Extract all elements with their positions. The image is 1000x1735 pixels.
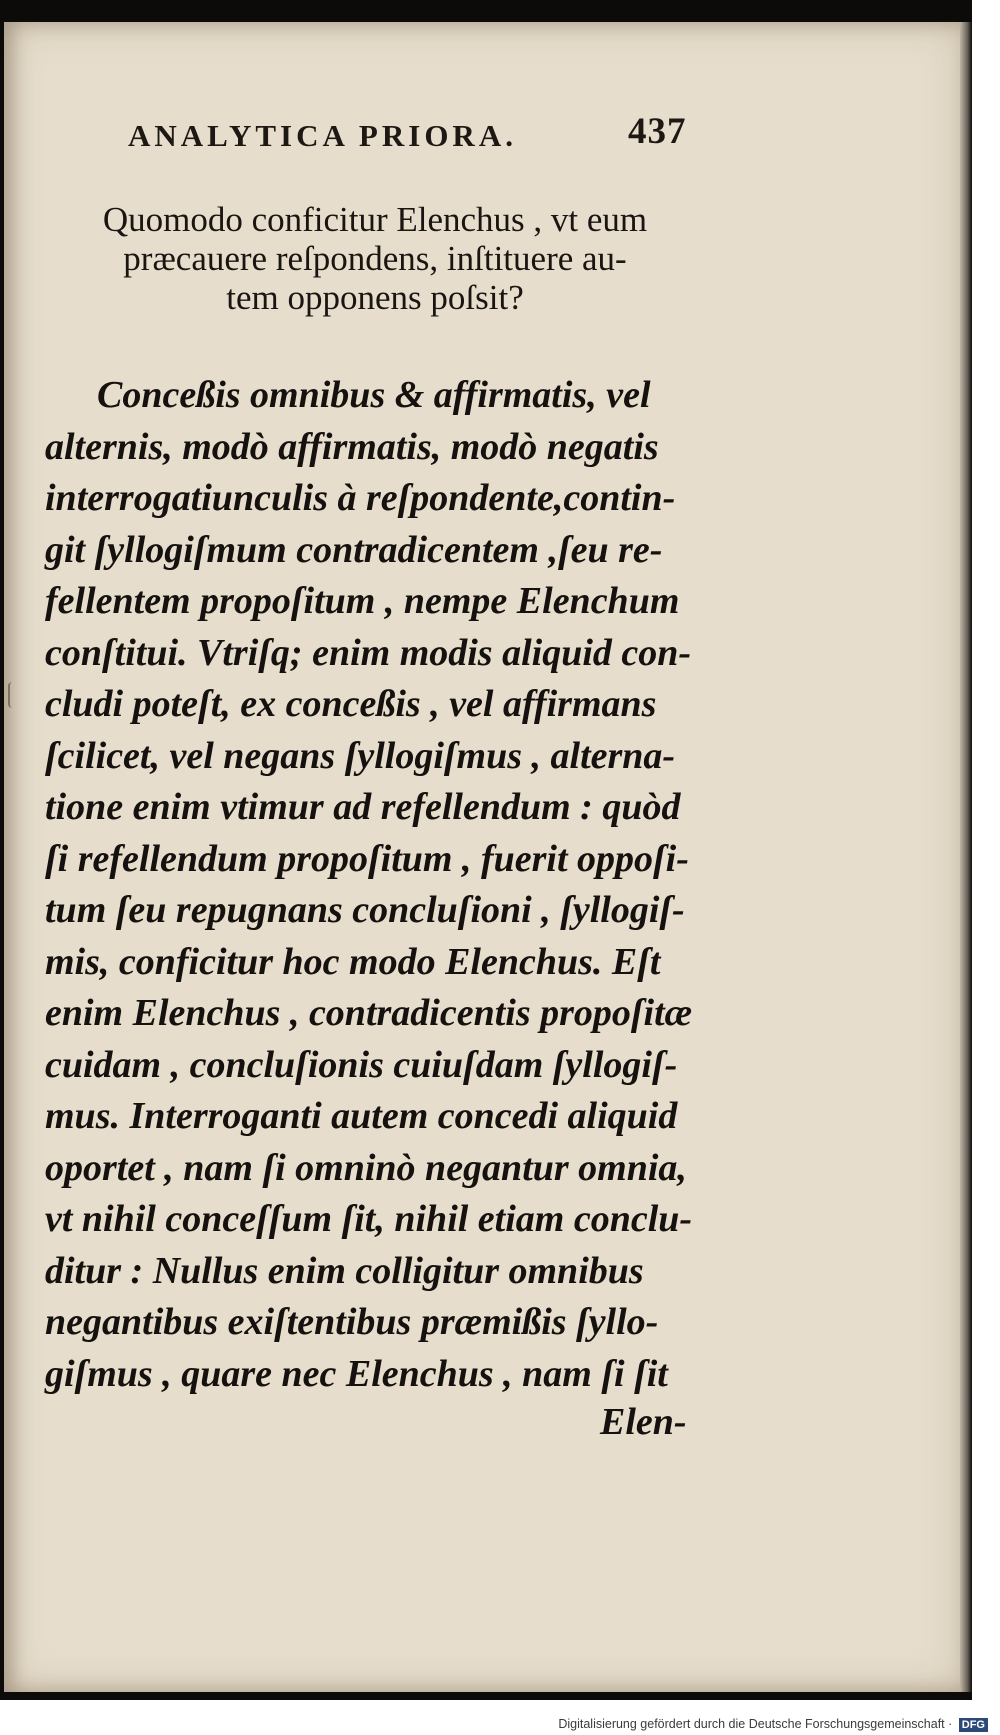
page-edge [960,22,972,1692]
body-line: enim Elenchus , contradicentis propoſitæ [45,992,693,1034]
body-line: git ſyllogiſmum contradicentem ,ſeu re- [45,528,663,571]
catchword: Elen- [600,1401,687,1443]
body-line: interrogatiunculis à reſpondente,contin- [45,477,676,519]
body-line: tione enim vtimur ad refellendum : quòd [45,786,681,828]
heading-line: Quomodo conficitur Elenchus , vt eum [102,200,648,239]
body-line: negantibus exiſtentibus præmißis ſyllo- [45,1301,659,1343]
body-line: giſmus , quare nec Elenchus , nam ſi ſit [45,1352,668,1395]
body-line: vt nihil conceſſum ſit, nihil etiam conclu- [45,1198,693,1240]
body-text [45,370,705,1400]
body-line: ditur : Nullus enim colligitur omnibus [45,1249,644,1292]
body-line: ſi refellendum propoſitum , fuerit oppoſi- [45,837,689,880]
footer-text: Digitalisierung gefördert durch die Deutsche Forschungsgemeinschaft · [558,1717,953,1731]
page-number: 437 [628,111,687,152]
body-line: oportet , nam ſi omninò negantur omnia, [45,1146,687,1189]
running-head [128,111,728,158]
running-title: ANALYTICA PRIORA. [128,118,517,153]
heading-line: tem opponens poſsit? [226,278,524,317]
section-heading [40,200,710,317]
margin-mark [8,682,16,708]
body-line: Conceßis omnibus & affirmatis, vel [97,374,651,416]
footer-credit [558,1715,988,1733]
body-line: alternis, modò affirmatis, modò negatis [45,425,659,468]
heading-line: præcauere reſpondens, inſtituere au- [123,239,627,278]
body-line: mis, conficitur hoc modo Elenchus. Eſt [45,940,661,983]
body-line: fellentem propoſitum , nempe Elenchum [45,580,680,622]
body-line: conſtitui. Vtriſq; enim modis aliquid con- [45,631,692,674]
body-line: ſcilicet, vel negans ſyllogiſmus , alterna- [45,734,676,777]
body-line: mus. Interroganti autem concedi aliquid [45,1095,678,1137]
body-line: cludi poteſt, ex conceßis , vel affirmans [45,683,657,725]
body-line: tum ſeu repugnans concluſioni , ſyllogiſ- [45,889,685,931]
body-line: cuidam , concluſionis cuiuſdam ſyllogiſ- [45,1043,678,1086]
dfg-logo: DFG [959,1718,988,1732]
